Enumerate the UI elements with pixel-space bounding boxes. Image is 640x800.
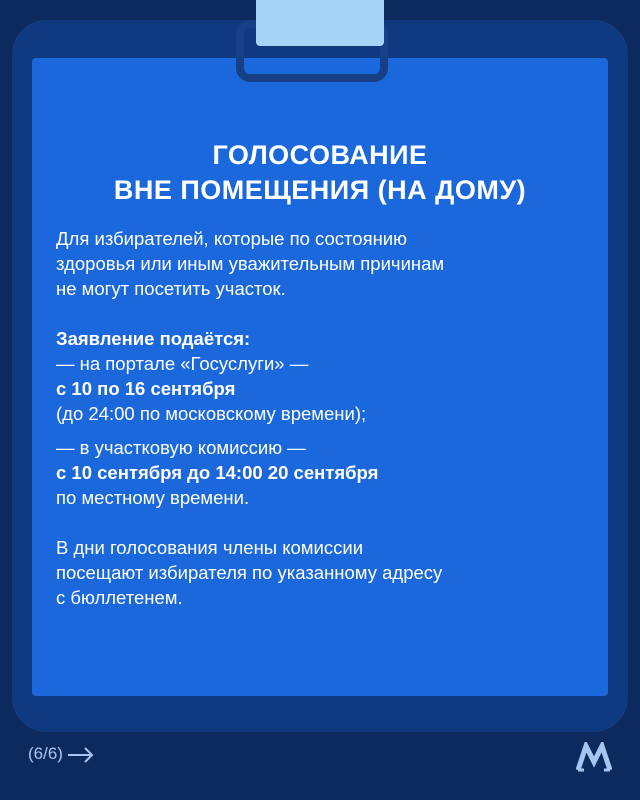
application-heading: Заявление подаётся: [56, 328, 251, 349]
closing-paragraph [56, 535, 586, 610]
intro-paragraph [56, 226, 586, 301]
commission-dates: с 10 сентября до 14:00 20 сентября [56, 462, 379, 483]
intro-line-1: Для избирателей, которые по состоянию [56, 228, 408, 249]
portal-line: — на портале «Госуслуги» — [56, 353, 309, 374]
closing-line-1: В дни голосования члены комиссии [56, 537, 364, 558]
clipboard-clip-tab [256, 0, 384, 46]
page-indicator-text: (6/6) [28, 744, 63, 763]
commission-note: по местному времени. [56, 487, 250, 508]
intro-line-3: не могут посетить участок. [56, 278, 286, 299]
portal-note: (до 24:00 по московскому времени); [56, 403, 367, 424]
arrow-right-icon[interactable] [67, 746, 95, 762]
intro-line-2: здоровья или иным уважительным причинам [56, 253, 445, 274]
closing-line-2: посещают избирателя по указанному адресу [56, 562, 443, 583]
title-line-1: ГОЛОСОВАНИЕ [212, 140, 428, 170]
meduza-logo [576, 742, 612, 772]
commission-block [56, 435, 586, 510]
application-block [56, 326, 586, 426]
portal-dates: с 10 по 16 сентября [56, 378, 236, 399]
commission-line: — в участковую комиссию — [56, 437, 306, 458]
page-title [0, 138, 640, 208]
closing-line-3: с бюллетенем. [56, 587, 183, 608]
content-body [56, 226, 586, 610]
page-indicator[interactable] [28, 742, 95, 766]
title-line-2: ВНЕ ПОМЕЩЕНИЯ (НА ДОМУ) [113, 175, 527, 205]
